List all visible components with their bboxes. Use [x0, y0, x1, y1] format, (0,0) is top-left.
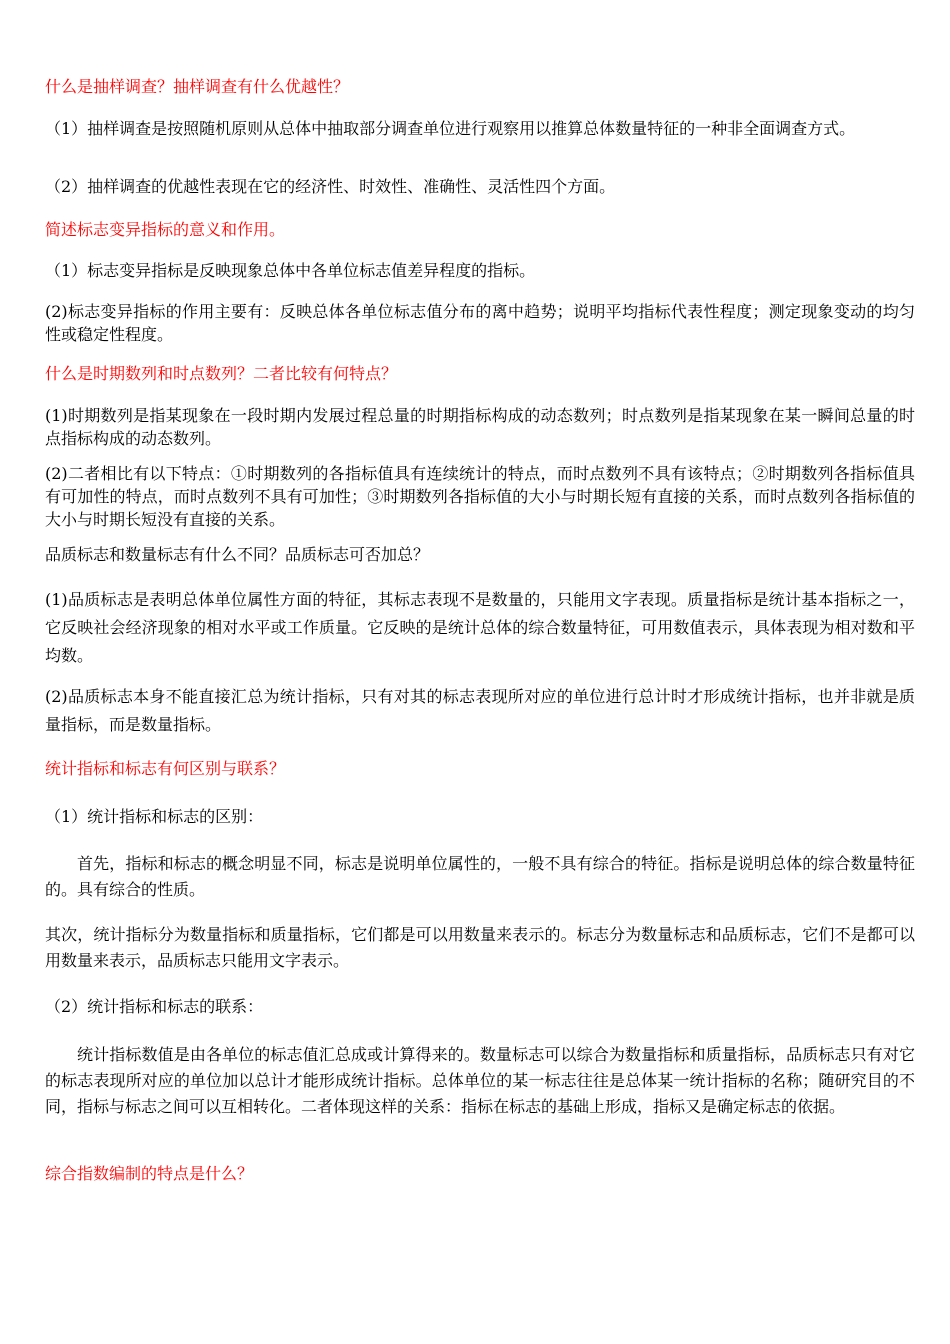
paragraph-difference-second: 其次，统计指标分为数量指标和质量指标，它们都是可以用数量来表示的。标志分为数量标志和品质标志，它们不是都可以用数量来表示，品质标志只能用文字表示。: [45, 925, 915, 970]
paragraph-difference-first: 首先，指标和标志的概念明显不同，标志是说明单位属性的，一般不具有综合的特征。指标是说明总体的综合数量特征的。具有综合的性质。: [45, 854, 915, 899]
paragraph-quality-mark-definition: (1)品质标志是表明总体单位属性方面的特征，其标志表现不是数量的，只能用文字表现。质量指标是统计基本指标之一，它反映社会经济现象的相对水平或工作质量。它反映的是统计总体的综合数量特征，可用数值表示，具体表现为相对数和平均数。: [45, 590, 915, 665]
heading-sampling-survey: 什么是抽样调查？抽样调查有什么优越性？: [45, 77, 350, 96]
heading-time-series: 什么是时期数列和时点数列？二者比较有何特点？: [45, 364, 398, 383]
paragraph-quality-mark-summation: (2)品质标志本身不能直接汇总为统计指标，只有对其的标志表现所对应的单位进行总计时才形成统计指标，也并非就是质量指标，而是数量指标。: [45, 687, 915, 734]
heading-composite-index: 综合指数编制的特点是什么？: [45, 1164, 254, 1183]
paragraph-time-series-definition: (1)时期数列是指某现象在一段时期内发展过程总量的时期指标构成的动态数列；时点数列是指某现象在某一瞬间总量的时点指标构成的动态数列。: [45, 406, 915, 448]
subheading-connection: （2）统计指标和标志的联系：: [45, 997, 264, 1016]
paragraph-sampling-advantages: （2）抽样调查的优越性表现在它的经济性、时效性、准确性、灵活性四个方面。: [45, 177, 616, 196]
heading-quality-quantity-marks: 品质标志和数量标志有什么不同？品质标志可否加总？: [45, 545, 430, 564]
paragraph-variation-definition: （1）标志变异指标是反映现象总体中各单位标志值差异程度的指标。: [45, 261, 536, 280]
paragraph-time-series-features: (2)二者相比有以下特点：①时期数列的各指标值具有连续统计的特点，而时点数列不具有该特点；②时期数列各指标值具有可加性的特点，而时点数列不具有可加性；③时期数列各指标值的大小与时期长短有直接的关系，而时点数列各指标值的大小与时期长短没有直接的关系。: [45, 464, 915, 529]
subheading-difference: （1）统计指标和标志的区别：: [45, 807, 264, 826]
heading-variation-indicator: 简述标志变异指标的意义和作用。: [45, 220, 286, 239]
heading-indicator-vs-mark: 统计指标和标志有何区别与联系？: [45, 759, 286, 778]
paragraph-sampling-definition: （1）抽样调查是按照随机原则从总体中抽取部分调查单位进行观察用以推算总体数量特征的一种非全面调查方式。: [45, 119, 856, 138]
paragraph-variation-function: (2)标志变异指标的作用主要有：反映总体各单位标志值分布的离中趋势；说明平均指标代表性程度；测定现象变动的均匀性或稳定性程度。: [45, 302, 915, 344]
paragraph-connection: 统计指标数值是由各单位的标志值汇总成或计算得来的。数量标志可以综合为数量指标和质量指标，品质标志只有对它的标志表现所对应的单位加以总计才能形成统计指标。总体单位的某一标志往往是总体某一统计指标的名称；随研究目的不同，指标与标志之间可以互相转化。二者体现这样的关系：指标在标志的基础上形成，指标又是确定标志的依据。: [45, 1045, 915, 1116]
